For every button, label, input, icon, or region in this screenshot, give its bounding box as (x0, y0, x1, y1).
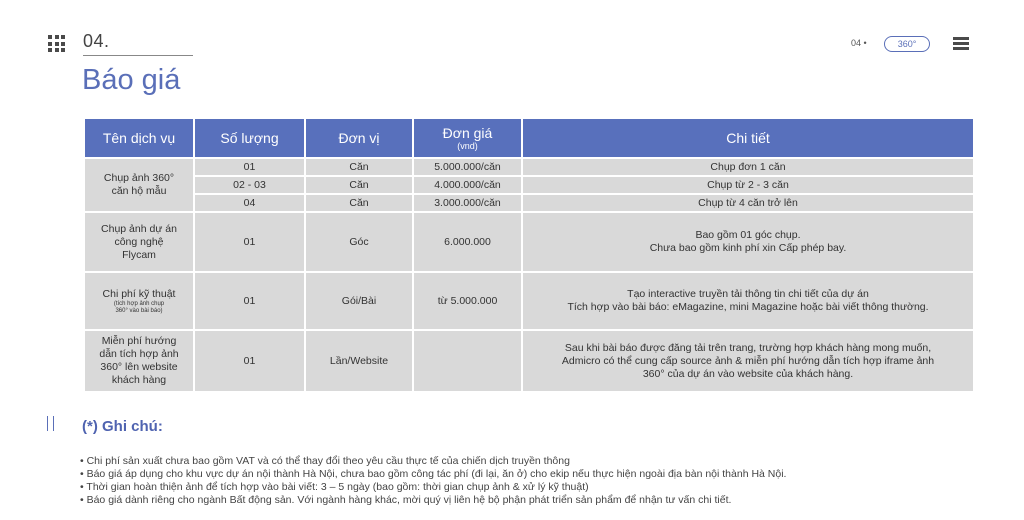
header-price-unit: (vnd) (457, 141, 478, 151)
note-item: • Chi phí sản xuất chưa bao gồm VAT và có thể thay đổi theo yêu cầu thực tế của chiến dịch truyền thông (80, 455, 786, 468)
header-unit: Đơn vị (306, 119, 412, 157)
detail-cell (523, 273, 973, 329)
note-item: • Báo giá áp dụng cho khu vực dự án nội thành Hà Nội, chưa bao gồm công tác phí (đi lại, ăn ở) cho ekip nếu thực hiện ngoài địa bàn nội thành Hà Nội. (80, 468, 786, 481)
table-row (85, 331, 973, 391)
detail-line: Admicro có thể cung cấp source ảnh & miễn phí hướng dẫn tích hợp iframe ảnh (561, 354, 935, 367)
detail-line: Sau khi bài báo được đăng tải trên trang, trường hợp khách hàng mong muốn, (564, 341, 932, 354)
service-cell: Chụp ảnh dự án công nghệ Flycam (85, 213, 193, 271)
quantity-cell: 01 (195, 331, 304, 391)
header-detail: Chi tiết (523, 119, 973, 157)
unit-cell: Lần/Website (306, 331, 412, 391)
unit-cell: Căn (306, 177, 412, 193)
table-header-row (85, 119, 973, 157)
price-cell: 3.000.000/căn (414, 195, 521, 211)
detail-cell (523, 331, 973, 391)
section-divider (83, 55, 193, 56)
service-cell: Chụp ảnh 360° căn hộ mẫu (85, 159, 193, 211)
notes-list (80, 455, 786, 507)
page-indicator: 04 • (851, 38, 867, 48)
detail-cell: Chụp từ 4 căn trở lên (523, 195, 973, 211)
detail-cell (523, 213, 973, 271)
price-cell: từ 5.000.000 (414, 273, 521, 329)
header-service: Tên dịch vụ (85, 119, 193, 157)
detail-line: 360° của dự án vào website của khách hàng. (642, 367, 854, 380)
table-row (85, 195, 973, 211)
table-row (85, 273, 973, 329)
quantity-cell: 01 (195, 273, 304, 329)
detail-line: Chưa bao gồm kinh phí xin Cấp phép bay. (649, 242, 847, 254)
detail-line: Bao gồm 01 góc chụp. (695, 229, 801, 241)
unit-cell: Góc (306, 213, 412, 271)
quantity-cell: 01 (195, 159, 304, 175)
unit-cell: Căn (306, 159, 412, 175)
unit-cell: Gói/Bài (306, 273, 412, 329)
notes-title: (*) Ghi chú: (82, 418, 163, 435)
hamburger-menu-icon[interactable] (953, 37, 969, 50)
note-marker-icon (47, 416, 54, 431)
price-cell (414, 331, 521, 391)
header-price (414, 119, 521, 157)
note-item: • Báo giá dành riêng cho ngành Bất động sản. Với ngành hàng khác, mời quý vị liên hệ bộ phận phát triển sản phẩm để nhận tư vấn chi tiết. (80, 494, 786, 507)
detail-line: Tạo interactive truyền tải thông tin chi tiết của dự án (627, 288, 869, 300)
page-title: Báo giá (82, 64, 181, 96)
price-cell: 6.000.000 (414, 213, 521, 271)
quantity-cell: 02 - 03 (195, 177, 304, 193)
table-row (85, 213, 973, 271)
quantity-cell: 04 (195, 195, 304, 211)
quantity-cell: 01 (195, 213, 304, 271)
section-number: 04. (83, 31, 110, 51)
price-cell: 4.000.000/căn (414, 177, 521, 193)
price-table (83, 117, 975, 393)
service-note: (tích hợp ảnh chụp 360° vào bài báo) (113, 300, 165, 314)
table-row (85, 177, 973, 193)
table-row (85, 159, 973, 175)
service-cell (85, 273, 193, 329)
note-item: • Thời gian hoàn thiện ảnh để tích hợp vào bài viết: 3 – 5 ngày (bao gồm: thời gian chụp ảnh & xử lý kỹ thuật) (80, 481, 786, 494)
detail-line: Tích hợp vào bài báo: eMagazine, mini Magazine hoặc bài viết thông thường. (567, 301, 929, 313)
unit-cell: Căn (306, 195, 412, 211)
view-360-button[interactable]: 360° (884, 36, 930, 52)
detail-cell: Chụp từ 2 - 3 căn (523, 177, 973, 193)
header-price-label: Đơn giá (442, 125, 493, 141)
service-cell: Miễn phí hướng dẫn tích hợp ảnh 360° lên website khách hàng (85, 331, 193, 391)
service-label: Chi phí kỹ thuật (102, 287, 176, 300)
header-quantity: Số lượng (195, 119, 304, 157)
price-cell: 5.000.000/căn (414, 159, 521, 175)
grid-menu-icon[interactable] (48, 35, 65, 52)
detail-cell: Chụp đơn 1 căn (523, 159, 973, 175)
